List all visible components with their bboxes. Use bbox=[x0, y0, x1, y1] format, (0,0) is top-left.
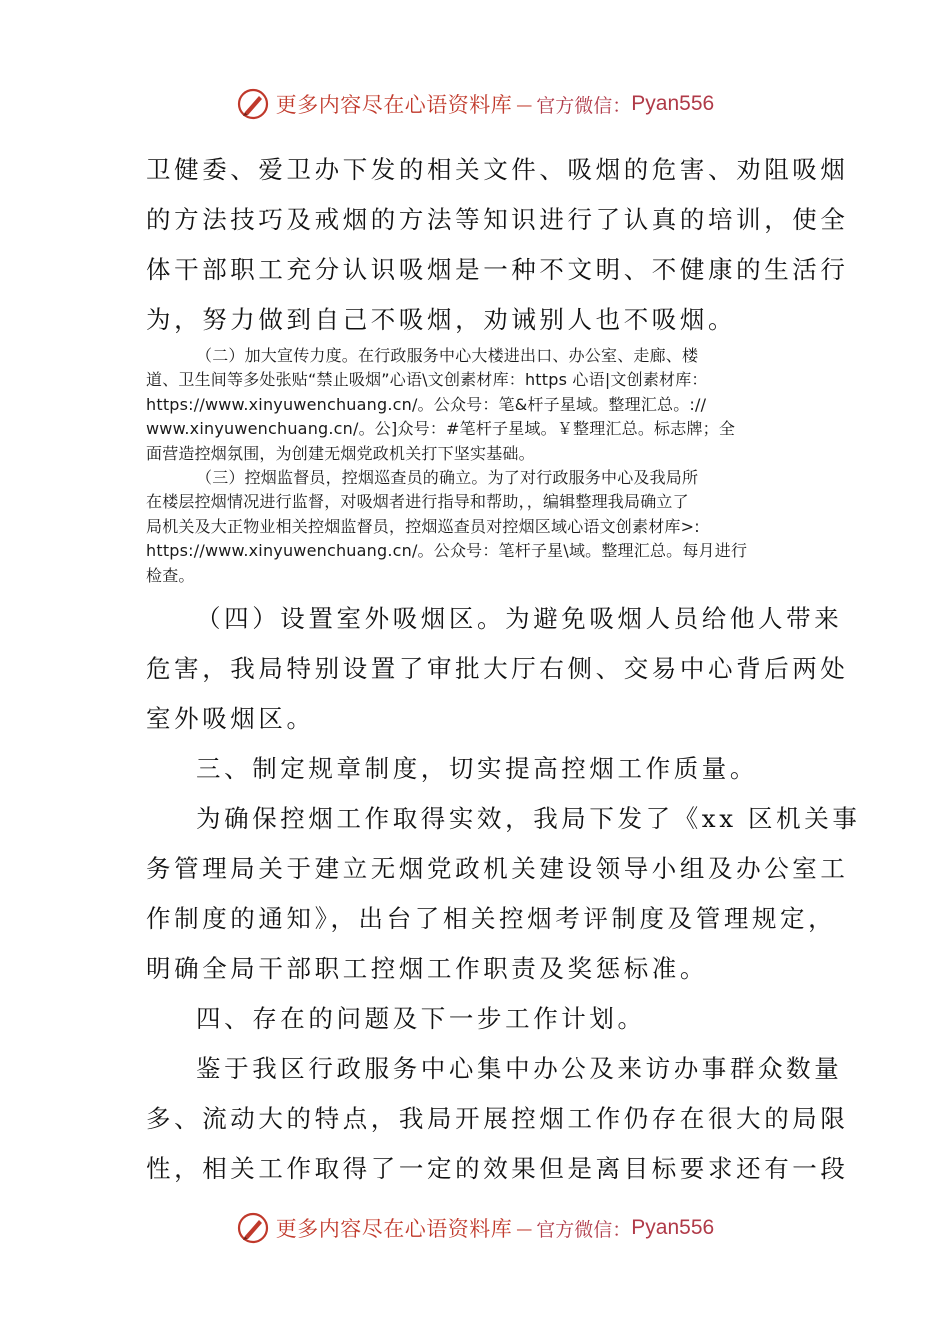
banner-text: 更多内容尽在心语资料库 bbox=[275, 93, 513, 117]
text-line: 的方法技巧及戒烟的方法等知识进行了认真的培训，使全 bbox=[146, 205, 849, 234]
pen-logo-icon bbox=[236, 1211, 270, 1245]
paragraph-supervisors bbox=[146, 466, 816, 588]
text-line: 体干部职工充分认识吸烟是一种不文明、不健康的生活行 bbox=[146, 255, 849, 284]
text-line: 室外吸烟区。 bbox=[146, 704, 315, 733]
banner-wechat-id: Pyan556 bbox=[631, 92, 715, 115]
text-line: （四）设置室外吸烟区。为避免吸烟人员给他人带来 bbox=[196, 604, 843, 633]
text-line: 为确保控烟工作取得实效，我局下发了《xx 区机关事 bbox=[196, 804, 861, 833]
paragraph-regulations bbox=[146, 794, 861, 994]
text-line: 性，相关工作取得了一定的效果但是离目标要求还有一段 bbox=[146, 1154, 849, 1183]
text-line: 明确全局干部职工控烟工作职责及奖惩标准。 bbox=[146, 954, 708, 983]
banner-wechat-label: 官方微信： bbox=[536, 94, 632, 117]
text-line: https://www.xinyuwenchuang.cn/。公众号：笔杆子星\域。整理汇总。每月进行 bbox=[146, 541, 748, 561]
text-line: 多、流动大的特点，我局开展控烟工作仍存在很大的局限 bbox=[146, 1104, 849, 1133]
text-line: 面营造控烟氛围，为创建无烟党政机关打下坚实基础。 bbox=[146, 443, 535, 463]
text-line: （二）加大宣传力度。在行政服务中心大楼进出口、办公室、走廊、楼 bbox=[196, 346, 699, 365]
paragraph-publicity bbox=[146, 344, 816, 466]
banner-wechat-label: 官方微信： bbox=[536, 1218, 632, 1241]
text-line: 在楼层控烟情况进行监督，对吸烟者进行指导和帮助，，编辑整理我局确立了 bbox=[146, 492, 689, 512]
pen-logo-icon bbox=[236, 87, 270, 121]
text-line: （三）控烟监督员，控烟巡查员的确立。为了对行政服务中心及我局所 bbox=[196, 468, 699, 487]
text-line: 道、卫生间等多处张贴“禁止吸烟”心语\文创素材库：https 心语|文创素材库： bbox=[146, 370, 708, 390]
section-heading-3: 三、制定规章制度，切实提高控烟工作质量。 bbox=[196, 754, 758, 783]
footer-banner bbox=[0, 1208, 950, 1248]
section-heading-4: 四、存在的问题及下一步工作计划。 bbox=[196, 1004, 646, 1033]
paragraph-training bbox=[146, 145, 849, 345]
paragraph-smoking-area bbox=[146, 594, 849, 744]
text-line: www.xinyuwenchuang.cn/。公]众号：#笔杆子星域。￥整理汇总。标志牌；全 bbox=[146, 419, 736, 439]
text-line: 局机关及大正物业相关控烟监督员，控烟巡查员对控烟区域心语文创素材库>: bbox=[146, 516, 700, 536]
banner-wechat-id: Pyan556 bbox=[631, 1216, 715, 1239]
banner-separator: — bbox=[516, 94, 533, 114]
text-line: 鉴于我区行政服务中心集中办公及来访办事群众数量 bbox=[196, 1054, 843, 1083]
banner-separator: — bbox=[516, 1218, 533, 1238]
text-line: 危害，我局特别设置了审批大厅右侧、交易中心背后两处 bbox=[146, 654, 849, 683]
text-line: 检查。 bbox=[146, 565, 195, 585]
banner-text: 更多内容尽在心语资料库 bbox=[275, 1217, 513, 1241]
text-line: 卫健委、爱卫办下发的相关文件、吸烟的危害、劝阻吸烟 bbox=[146, 155, 849, 184]
text-line: 为，努力做到自己不吸烟，劝诫别人也不吸烟。 bbox=[146, 305, 737, 334]
text-line: https://www.xinyuwenchuang.cn/。公众号：笔&杆子星域。整理汇总。:// bbox=[146, 394, 707, 414]
paragraph-problems bbox=[146, 1044, 849, 1194]
text-line: 作制度的通知》，出台了相关控烟考评制度及管理规定， bbox=[146, 904, 837, 933]
header-banner bbox=[0, 84, 950, 124]
text-line: 务管理局关于建立无烟党政机关建设领导小组及办公室工 bbox=[146, 854, 849, 883]
